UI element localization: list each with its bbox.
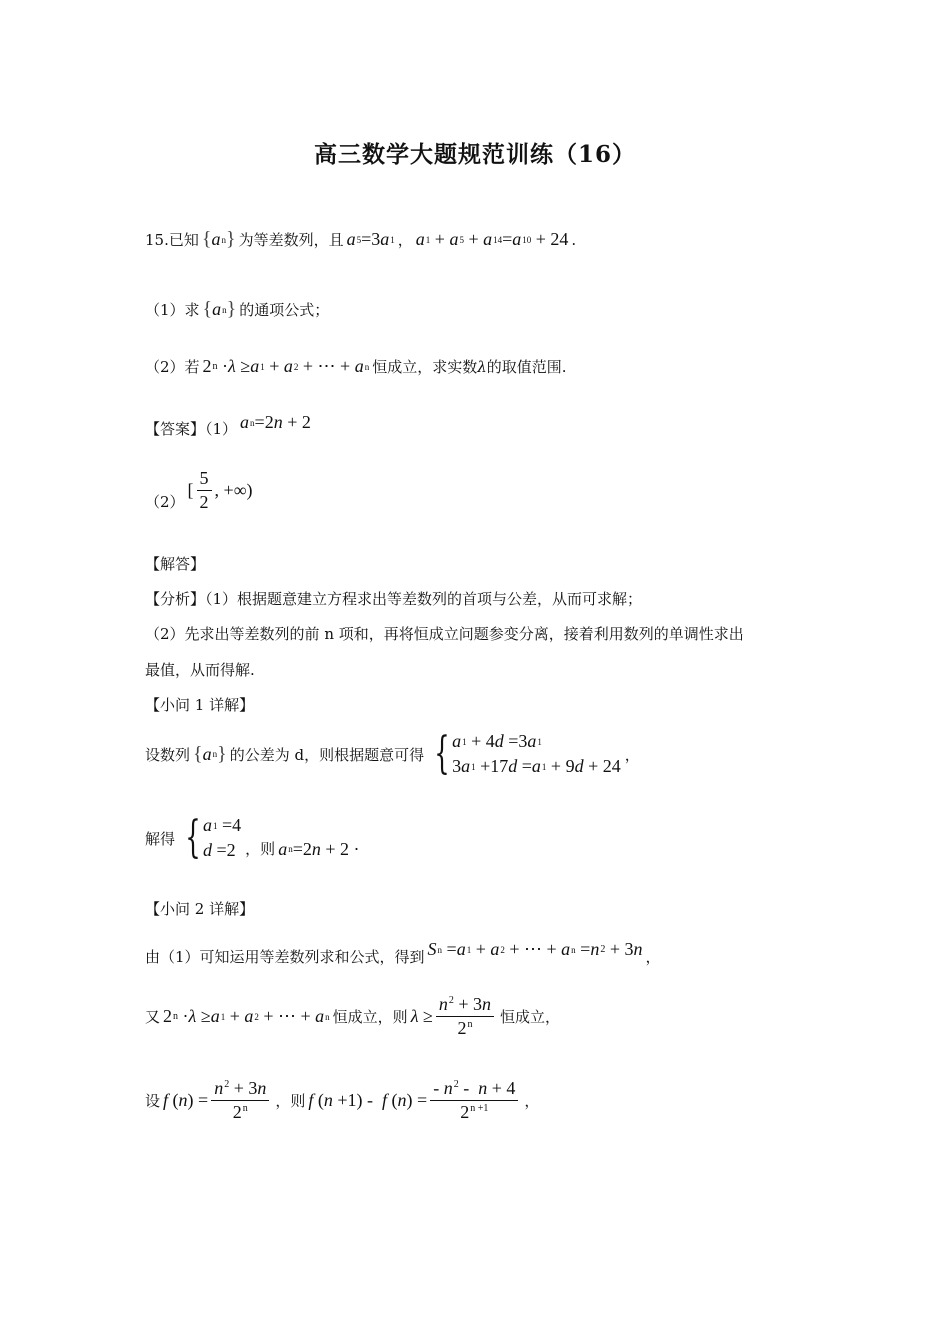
problem-seq-desc: 为等差数列，且 [238, 231, 344, 249]
q2-label: 【小问 2 详解】 [145, 900, 255, 918]
math-sum-formula: S n = a 1 + a 2 + ⋯ + a n = n 2 + 3 n [427, 939, 643, 959]
q1-solve [145, 812, 363, 864]
answer-part-2 [145, 468, 256, 513]
analysis-line-2: （2）先求出等差数列的前 n 项和，再将恒成立问题参变分离，接着利用数列的单调性求出 [145, 625, 744, 643]
problem-number: 15. [145, 230, 169, 249]
math-answer-1: a n =2 n + 2 [240, 412, 311, 432]
q2-comma-1: ， [645, 948, 661, 966]
q2-line-1 [145, 932, 661, 967]
q2-line-2 [145, 994, 560, 1039]
q1-solve-a: 解得 [145, 829, 176, 848]
part2-text-b: 的取值范围. [486, 358, 567, 376]
analysis-line-3: 最值，从而得解. [145, 661, 255, 679]
part1-text: 的通项公式； [239, 301, 330, 319]
problem-comma: ， [397, 231, 413, 249]
q1-setup [145, 728, 640, 780]
math-inequality: 2 n · λ ≥ a 1 + a 2 + ⋯ + a n [202, 356, 370, 376]
part2-lambda: λ [477, 357, 487, 376]
problem-period: . [571, 230, 577, 249]
part2-text-a: 恒成立，求实数 [372, 358, 478, 376]
math-condition-1: a 5 =3 a 1 [346, 229, 395, 249]
q1-line-a: 设数列 [145, 745, 191, 764]
math-system-1: { a 1 + 4 d =3 a 1 3 a 1 +17 d = a 1 + 9 d + 24 [434, 728, 621, 779]
math-q2-inequality: 2 n · λ ≥ a 1 + a 2 + ⋯ + a n [163, 1006, 330, 1026]
math-q1-result: a n =2 n + 2 · [278, 838, 360, 859]
solution-label: 【解答】 [145, 555, 206, 573]
analysis-line-1: 【分析】（1）根据题意建立方程求出等差数列的首项与公差，从而可求解； [145, 590, 643, 608]
problem-part-2 [145, 356, 567, 377]
math-condition-2: a 1 + a 5 + a 14 = a 10 + 24 [415, 229, 569, 249]
problem-statement [145, 228, 576, 251]
math-system-2: { a 1 =4 d =2 [185, 812, 242, 863]
answer-part-1 [145, 412, 314, 439]
math-fn-diff: f ( n +1) - f ( n ) = $\frac{- n^2 - n + 4}{2^{n +1}}$ [308, 1078, 521, 1123]
page-title: 高三数学大题规范训练（16） [313, 141, 636, 168]
q2-line2-b: 恒成立，则 [332, 1008, 408, 1026]
q1-comma: ， [624, 745, 640, 764]
math-seq-an: { a n } [201, 228, 236, 250]
answer-label: 【答案】（1） [145, 420, 238, 438]
answer-part2-label: （2） [145, 493, 185, 511]
part1-label: （1）求 [145, 301, 200, 319]
math-lambda-bound: λ ≥ $\frac{n^2 + 3n}{2^n}$ [411, 994, 497, 1039]
q2-line-3 [145, 1078, 539, 1123]
q2-comma-3: ， [524, 1092, 540, 1110]
problem-part-1 [145, 298, 329, 321]
math-answer-2: [ $\frac{5}{2}$ , +∞) [187, 468, 253, 512]
q1-label: 【小问 1 详解】 [145, 696, 255, 714]
math-fn-def: f ( n ) = $\frac{n^2 + 3n}{2^n}$ [163, 1078, 272, 1123]
problem-lead: 已知 [168, 231, 199, 249]
part2-label: （2）若 [145, 358, 200, 376]
q2-line2-a: 又 [145, 1008, 161, 1026]
q2-line1-text: 由（1）可知运用等差数列求和公式，得到 [145, 948, 425, 966]
q2-line3-b: ，则 [275, 1092, 306, 1110]
q2-line2-c: 恒成立， [500, 1008, 561, 1026]
math-seq-an-3: { a n } [193, 742, 227, 765]
math-seq-an-2: { a n } [202, 298, 237, 320]
q1-solve-b: ，则 [245, 839, 276, 858]
q1-line-b: 的公差为 d，则根据题意可得 [229, 745, 425, 764]
q2-line3-a: 设 [145, 1092, 161, 1110]
